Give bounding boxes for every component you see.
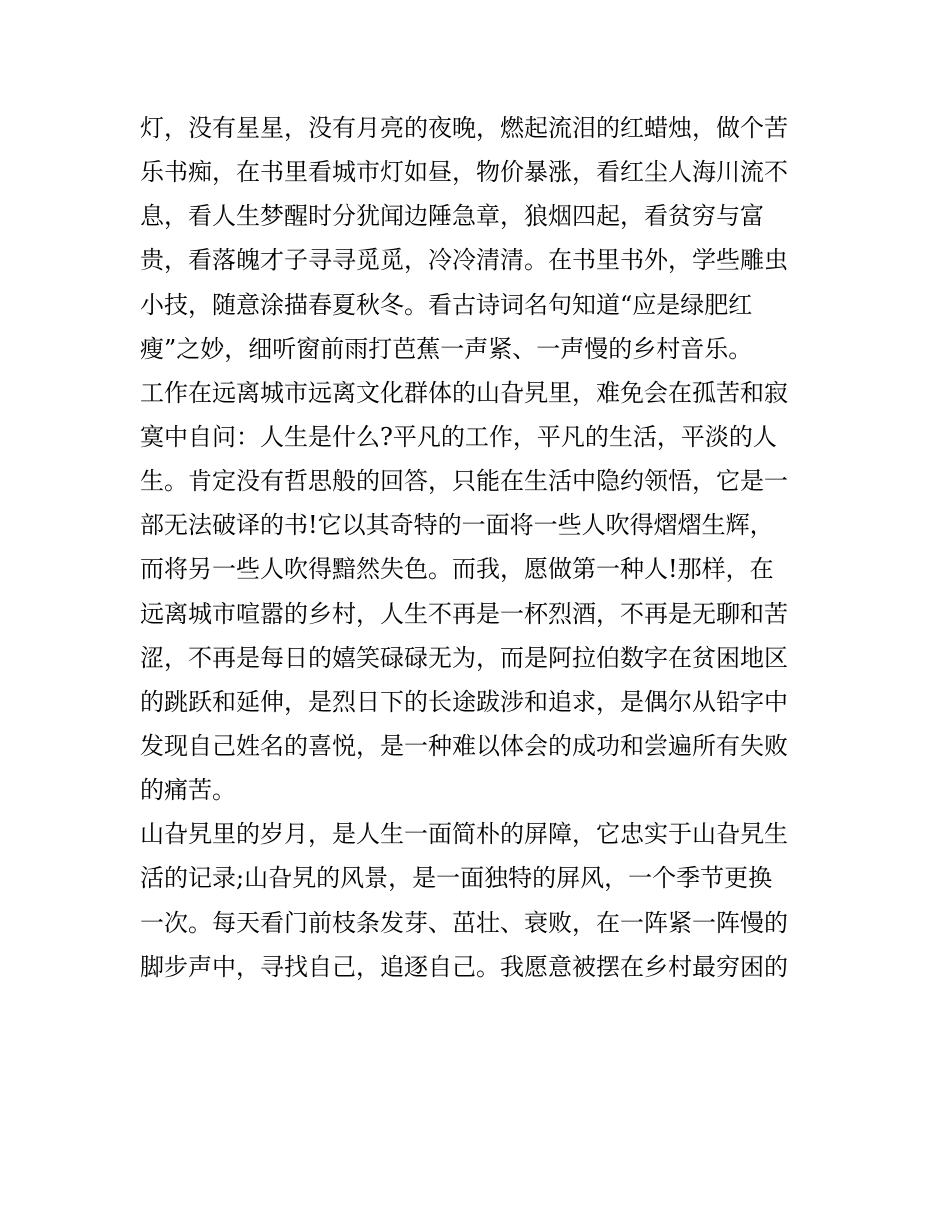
text-line-13: 涩，不再是每日的嬉笑碌碌无为，而是阿拉伯数字在贫困地区 (140, 643, 788, 672)
document-body (140, 106, 812, 989)
text-line-10: 部无法破译的书!它以其奇特的一面将一些人吹得熠熠生辉， (140, 511, 774, 540)
text-line-11: 而将另一些人吹得黯然失色。而我，愿做第一种人!那样，在 (140, 555, 774, 584)
text-line-1: 灯，没有星星，没有月亮的夜晚，燃起流泪的红蜡烛，做个苦 (140, 114, 788, 142)
text-line-19: 一次。每天看门前枝条发芽、茁壮、衰败，在一阵紧一阵慢的 (140, 908, 788, 937)
text-line-3: 息，看人生梦醒时分犹闻边陲急章，狼烟四起，看贫穷与富 (140, 202, 764, 231)
text-line-18: 活的记录;山旮旯的风景，是一面独特的屏风，一个季节更换 (140, 864, 773, 893)
text-line-14: 的跳跃和延伸，是烈日下的长途跋涉和追求，是偶尔从铅字中 (140, 687, 788, 716)
text-line-17: 山旮旯里的岁月，是人生一面简朴的屏障，它忠实于山旮旯生 (140, 820, 788, 849)
text-line-20: 脚步声中，寻找自己，追逐自己。我愿意被摆在乡村最穷困的 (140, 952, 788, 981)
text-line-4: 贵，看落魄才子寻寻觅觅，冷冷清清。在书里书外，学些雕虫 (140, 246, 788, 275)
text-line-2: 乐书痴，在书里看城市灯如昼，物价暴涨，看红尘人海川流不 (140, 158, 788, 187)
text-line-7: 工作在远离城市远离文化群体的山旮旯里，难免会在孤苦和寂 (140, 378, 788, 407)
text-line-8: 寞中自问：人生是什么?平凡的工作，平凡的生活，平淡的人 (140, 422, 777, 451)
text-line-12: 远离城市喧嚣的乡村，人生不再是一杯烈酒，不再是无聊和苦 (140, 599, 788, 628)
text-line-16: 的痛苦。 (140, 776, 236, 805)
text-line-9: 生。肯定没有哲思般的回答，只能在生活中隐约领悟，它是一 (140, 467, 788, 496)
text-line-15: 发现自己姓名的喜悦，是一种难以体会的成功和尝遍所有失败 (140, 731, 788, 760)
text-line-6: 瘦”之妙，细听窗前雨打芭蕉一声紧、一声慢的乡村音乐。 (140, 334, 753, 363)
text-line-5: 小技，随意涂描春夏秋冬。看古诗词名句知道“应是绿肥红 (140, 290, 753, 319)
